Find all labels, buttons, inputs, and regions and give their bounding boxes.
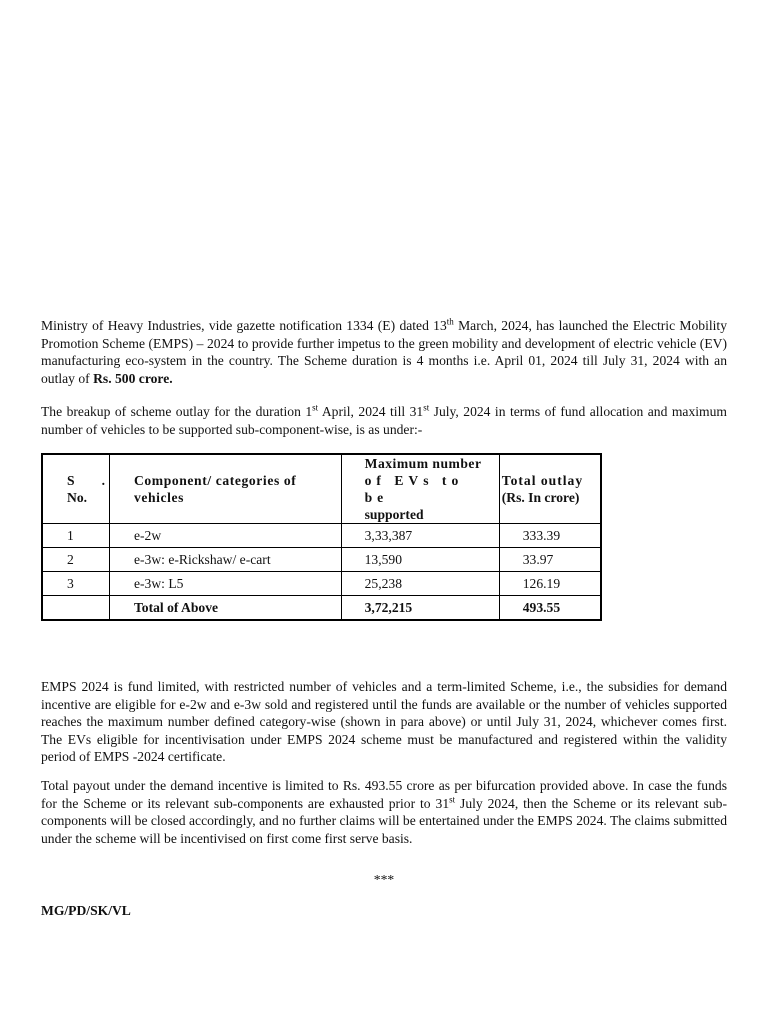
cell-sno: 2 bbox=[42, 548, 109, 572]
intro-paragraph: Ministry of Heavy Industries, vide gazette notification 1334 (E) dated 13th March, 2024, has launched the Electric Mobility Promotion Scheme (EMPS) – 2024 to provide further impetus to the green mobility and development of electric vehicle (EV) manufacturing eco-system in the country. The Scheme duration is 4 months i.e. April 01, 2024 till July 31, 2024 with an outlay of Rs. 500 crore. bbox=[41, 316, 727, 386]
total-max: 3,72,215 bbox=[341, 596, 499, 621]
cell-component: e-2w bbox=[109, 524, 341, 548]
separator-stars: *** bbox=[373, 872, 395, 887]
component-header: Component/ categories of vehicles bbox=[109, 454, 341, 524]
cell-component: e-3w: e-Rickshaw/ e-cart bbox=[109, 548, 341, 572]
table-row bbox=[42, 572, 601, 596]
table-row bbox=[42, 548, 601, 572]
cell-empty bbox=[42, 596, 109, 621]
signature-initials: MG/PD/SK/VL bbox=[41, 903, 131, 918]
table-header-row bbox=[42, 454, 601, 524]
table-row bbox=[42, 524, 601, 548]
outlay-table bbox=[41, 453, 602, 621]
table-total-row bbox=[42, 596, 601, 621]
cell-outlay: 126.19 bbox=[499, 572, 601, 596]
maximum-header: Maximum number of EVs to be supported bbox=[341, 454, 499, 524]
cell-outlay: 333.39 bbox=[499, 524, 601, 548]
total-outlay: 493.55 bbox=[499, 596, 601, 621]
total-outlay-header: Total outlay (Rs. In crore) bbox=[499, 454, 601, 524]
cell-max: 25,238 bbox=[341, 572, 499, 596]
payout-paragraph: Total payout under the demand incentive is limited to Rs. 493.55 crore as per bifurcation provided above. In case the funds for the Scheme or its relevant sub-components are exhausted prior to 31st July 2024, then the Scheme or its relevant sub-components will be closed accordingly, and no further claims will be entertained under the EMPS 2024. The claims submitted under the scheme will be incentivised on first come first serve basis. bbox=[41, 778, 727, 846]
cell-max: 3,33,387 bbox=[341, 524, 499, 548]
scheme-limits-paragraph: EMPS 2024 is fund limited, with restricted number of vehicles and a term-limited Scheme, i.e., the subsidies for demand incentive are eligible for e-2w and e-3w sold and registered until the funds are available or the number of vehicles supported reaches the maximum number defined category-wise (shown in para above) or until July 31, 2024, whichever comes first. The EVs eligible for incentivisation under EMPS 2024 scheme must be manufactured and registered within the validity period of EMPS -2024 certificate. bbox=[41, 679, 727, 765]
cell-component: e-3w: L5 bbox=[109, 572, 341, 596]
sno-header: S . No. bbox=[42, 454, 109, 524]
cell-sno: 1 bbox=[42, 524, 109, 548]
cell-sno: 3 bbox=[42, 572, 109, 596]
total-label: Total of Above bbox=[109, 596, 341, 621]
cell-outlay: 33.97 bbox=[499, 548, 601, 572]
cell-max: 13,590 bbox=[341, 548, 499, 572]
breakup-paragraph: The breakup of scheme outlay for the duration 1st April, 2024 till 31st July, 2024 in terms of fund allocation and maximum number of vehicles to be supported sub-component-wise, is as under:- bbox=[41, 402, 727, 437]
